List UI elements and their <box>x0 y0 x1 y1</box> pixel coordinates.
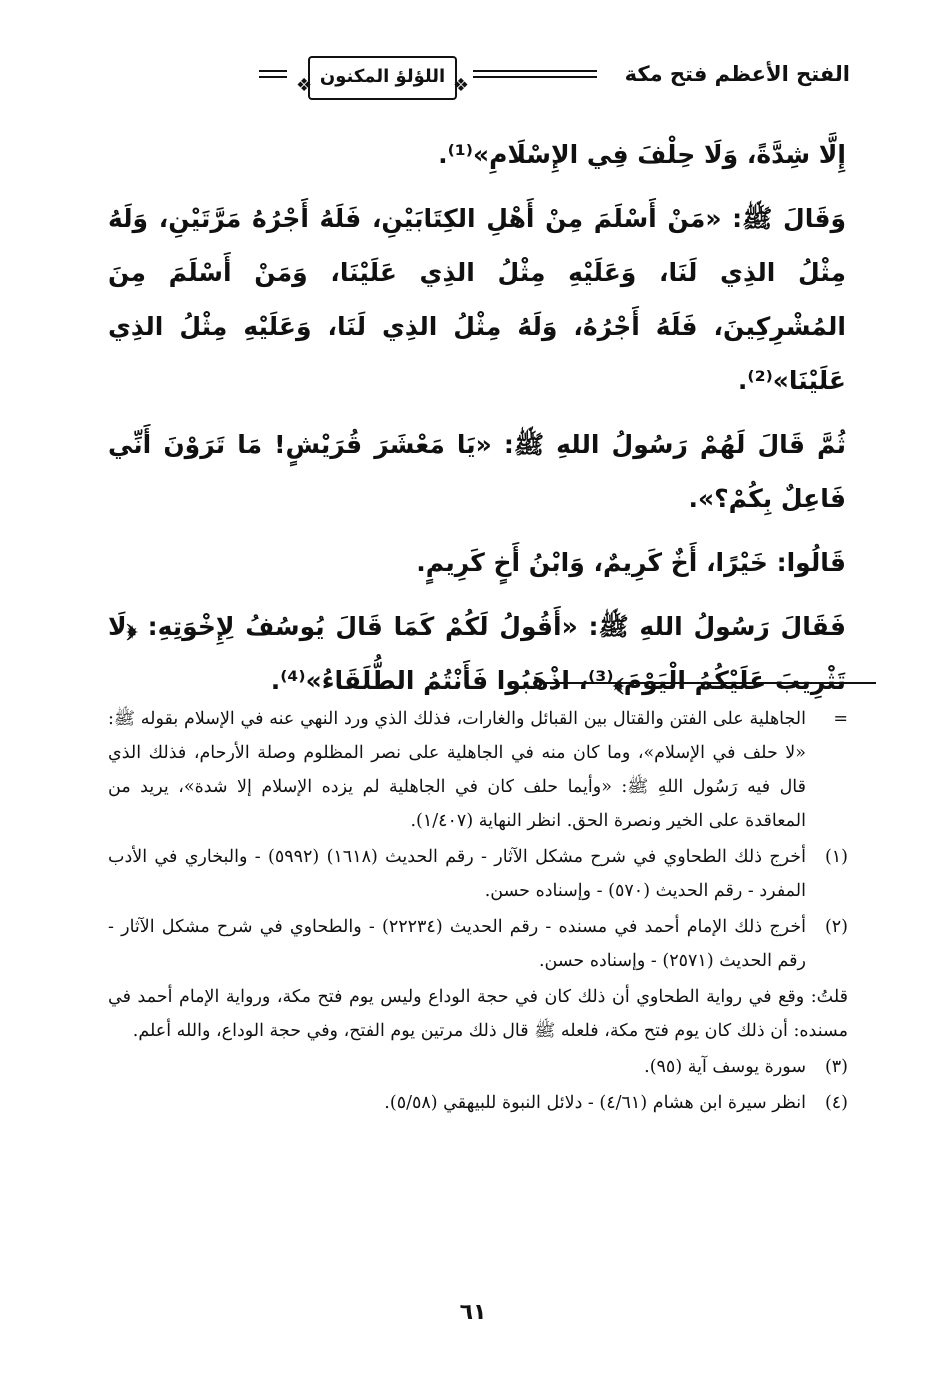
ornament-icon: ❖ <box>296 75 313 96</box>
page-number: ٦١ <box>459 1300 487 1325</box>
footnote-number: (٢) <box>824 917 848 937</box>
footnote-number: (٤) <box>824 1093 848 1113</box>
footnote-number: (٣) <box>824 1057 848 1077</box>
footnotes <box>108 702 848 1122</box>
footnote-text: سورة يوسف آية (٩٥). <box>644 1057 806 1077</box>
footnote <box>108 910 848 978</box>
footnote-number: = <box>833 709 848 729</box>
book-title: اللؤلؤ المكنون <box>319 66 446 87</box>
footnote-separator <box>540 682 876 684</box>
footnote-text: الجاهلية على الفتن والقتال بين القبائل والغارات، فذلك الذي ورد النهي عنه في الإسلام بقوله ﷺ: «لا حلف في الإسلام»، وما كان منه في الجاهلية على نصر المظلوم وصلة الأرحام، فذلك الذي قال فيه رَسُول اللهِ ﷺ: «وأيما حلف كان في الجاهلية لم يزده الإسلام إلا شدة»، يريد من المعاقدة على الخير ونصرة الحق. انظر النهاية (١/٤٠٧). <box>108 709 806 831</box>
paragraph: وَقَالَ ﷺ: «مَنْ أَسْلَمَ مِنْ أَهْلِ الكِتَابَيْنِ، فَلَهُ أَجْرُهُ مَرَّتَيْنِ، وَلَهُ مِثْلُ الذِي لَنَا، وَعَلَيْهِ مِثْلُ الذِي عَلَيْنَا، وَمَنْ أَسْلَمَ مِنَ المُشْرِكِينَ، فَلَهُ أَجْرُهُ، وَلَهُ مِثْلُ الذِي لَنَا، وَعَلَيْهِ مِثْلُ الذِي عَلَيْنَا»⁽²⁾. <box>108 204 846 395</box>
header-rule <box>259 70 287 78</box>
paragraph: قَالُوا: خَيْرًا، أَخٌ كَرِيمٌ، وَابْنُ أَخٍ كَرِيمٍ. <box>416 548 846 577</box>
footnote <box>108 840 848 908</box>
footnote-comment <box>108 980 848 1048</box>
paragraph: فَقَالَ رَسُولُ اللهِ ﷺ: «أَقُولُ لَكُمْ كَمَا قَالَ يُوسُفُ لِإِخْوَتِهِ: ﴿لَا تَثْرِيبَ عَلَيْكُمُ الْيَوْمَ﴾⁽³⁾، اذْهَبُوا فَأَنْتُمُ الطُّلَقَاءُ»⁽⁴⁾. <box>108 612 846 695</box>
book-title-badge <box>296 56 469 100</box>
paragraph: ثُمَّ قَالَ لَهُمْ رَسُولُ اللهِ ﷺ: «يَا مَعْشَرَ قُرَيْشٍ! مَا تَرَوْنَ أَنِّي فَاعِلٌ بِكُمْ؟». <box>108 430 846 513</box>
footnote <box>108 1050 848 1084</box>
chapter-title: الفتح الأعظم فتح مكة <box>624 62 850 86</box>
footnote-text: أخرج ذلك الإمام أحمد في مسنده - رقم الحديث (٢٢٢٣٤) - والطحاوي في شرح مشكل الآثار - رقم الحديث (٢٥٧١) - وإسناده حسن. <box>108 917 806 971</box>
main-text <box>108 128 846 708</box>
running-header <box>95 56 850 100</box>
header-rule <box>473 70 597 78</box>
footnote <box>108 702 848 838</box>
footnote-number: (١) <box>824 847 848 867</box>
paragraph: إِلَّا شِدَّةً، وَلَا حِلْفَ فِي الإِسْلَامِ»⁽¹⁾. <box>438 140 846 169</box>
footnote <box>108 1086 848 1120</box>
footnote-text: قلتُ: وقع في رواية الطحاوي أن ذلك كان في حجة الوداع وليس يوم فتح مكة، ورواية الإمام أحمد في مسنده: أن ذلك كان يوم فتح مكة، فلعله ﷺ قال ذلك مرتين يوم الفتح، وفي حجة الوداع، والله أعلم. <box>108 987 848 1041</box>
footnote-text: انظر سيرة ابن هشام (٤/٦١) - دلائل النبوة للبيهقي (٥/٥٨). <box>384 1093 806 1113</box>
ornament-icon: ❖ <box>452 75 469 96</box>
footnote-text: أخرج ذلك الطحاوي في شرح مشكل الآثار - رقم الحديث (١٦١٨) (٥٩٩٢) - والبخاري في الأدب المفرد - رقم الحديث (٥٧٠) - وإسناده حسن. <box>108 847 806 901</box>
